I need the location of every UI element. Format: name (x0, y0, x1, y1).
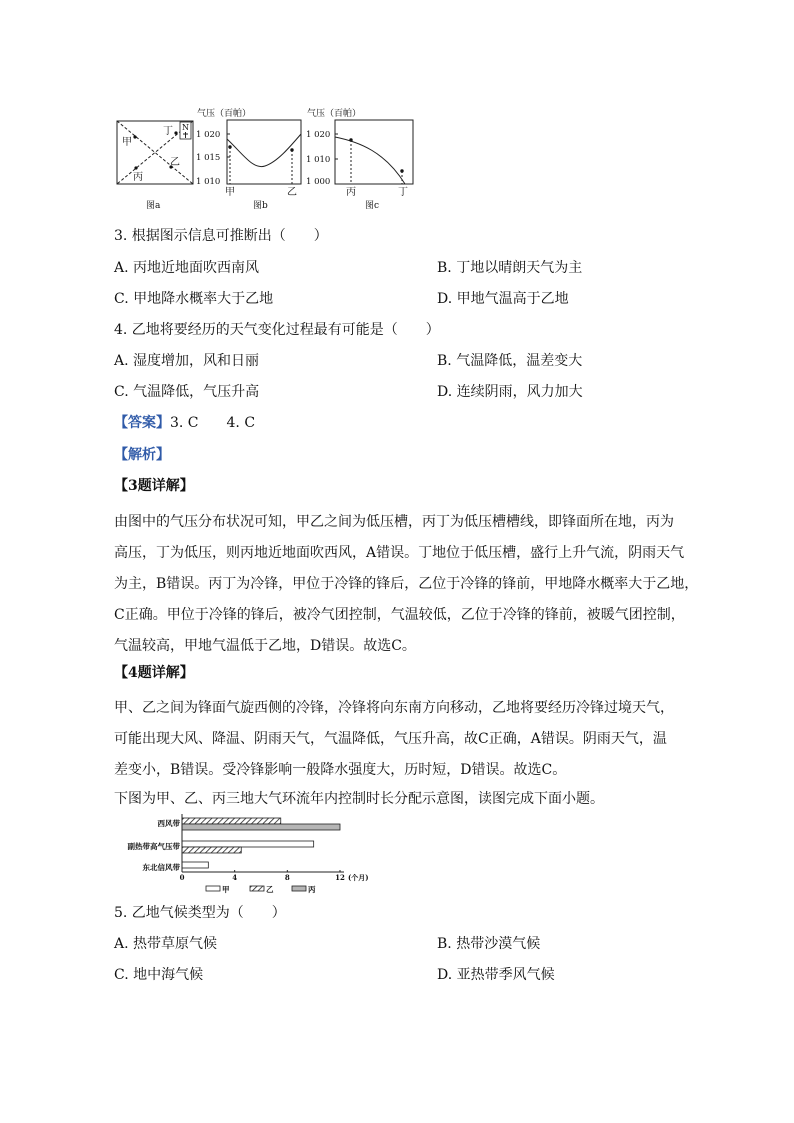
bar-甲 (182, 862, 208, 868)
detail-3-title: 【3题详解】 (114, 478, 194, 494)
figure-c-pressure-curve (335, 137, 405, 184)
figure-a-map (114, 118, 196, 214)
bar-丙 (182, 824, 340, 830)
figure-b-xtick-yi: 乙 (287, 187, 297, 198)
figure-b-label: 图b (253, 201, 268, 211)
question-4-stem: 4. 乙地将要经历的天气变化过程最有可能是（ ） (114, 322, 440, 338)
detail-4-line: 甲、乙之间为锋面气旋西侧的冷锋，冷锋将向东南方向移动，乙地将要经历冷锋过境天气， (114, 700, 674, 716)
figure-c-ytick-1000: 1 000 (306, 177, 331, 187)
figure-b-ytick-1020: 1 020 (196, 130, 221, 140)
legend-swatch-丙 (292, 886, 306, 891)
detail-4-body (114, 693, 700, 786)
figure-c-ytick-1020: 1 020 (306, 130, 331, 140)
question-5-intro: 下图为甲、乙、丙三地大气环流年内控制时长分配示意图，读图完成下面小题。 (114, 791, 604, 807)
question-5-option-a: A. 热带草原气候 (114, 936, 218, 952)
place-dot-bing (134, 166, 137, 169)
legend-label-丙: 丙 (308, 885, 316, 894)
detail-3-line: 气温较高，甲地气温低于乙地，D错误。故选C。 (114, 638, 416, 654)
answer-row (114, 413, 255, 433)
figure-c-ylabel: 气压（百帕） (307, 109, 362, 119)
legend-label-乙: 乙 (266, 885, 274, 894)
place-label-bing: 丙 (133, 172, 143, 183)
answer-value: 3. C 4. C (170, 415, 256, 431)
question-3-option-c: C. 甲地降水概率大于乙地 (114, 291, 274, 307)
bar-乙 (182, 818, 281, 824)
place-label-jia: 甲 (122, 137, 132, 148)
question-3-stem: 3. 根据图示信息可推断出（ ） (114, 228, 328, 244)
figure-c-xtick-bing: 丙 (346, 187, 356, 198)
question-5-option-b: B. 热带沙漠气候 (437, 936, 541, 952)
x-tick-label: 0 (179, 873, 185, 882)
figure-c-label: 图c (365, 201, 380, 211)
north-arrow (180, 122, 191, 139)
legend-swatch-甲 (206, 886, 220, 891)
question-4-option-b: B. 气温降低，温差变大 (437, 353, 583, 369)
figure-b-pressure-curve (227, 134, 301, 167)
place-dot-ding (174, 131, 177, 134)
category-label: 副热带高气压带 (127, 842, 180, 851)
detail-4-line: 差变小，B错误。受冷锋影响一般降水强度大，历时短，D错误。故选C。 (114, 762, 567, 778)
bar-乙 (182, 847, 241, 853)
x-axis-unit: (个月) (348, 873, 369, 882)
question-3-option-a: A. 丙地近地面吹西南风 (114, 260, 260, 276)
question-3-option-d: D. 甲地气温高于乙地 (437, 291, 569, 307)
detail-3-line: 为主，B错误。丙丁为冷锋，甲位于冷锋的锋后，乙位于冷锋的锋前，甲地降水概率大于乙地， (114, 576, 699, 592)
question-3-option-b: B. 丁地以晴朗天气为主 (437, 260, 583, 276)
place-label-ding: 丁 (163, 126, 173, 137)
x-tick-label: 8 (284, 873, 290, 882)
figure-b-xtick-jia: 甲 (225, 187, 235, 198)
figure-b-ylabel: 气压（百帕） (197, 109, 252, 119)
place-label-yi: 乙 (170, 157, 180, 168)
detail-3-line: 由图中的气压分布状况可知，甲乙之间为低压槽，丙丁为低压槽槽线，即锋面所在地，丙为 (114, 514, 674, 530)
detail-3-line: 高压，丁为低压，则丙地近地面吹西风，A错误。丁地位于低压槽，盛行上升气流，阴雨天气 (114, 545, 685, 561)
north-label: N (182, 123, 189, 132)
x-tick-label: 12 (335, 873, 345, 882)
bar-甲 (182, 841, 314, 847)
figure-b-ytick-1010: 1 010 (196, 177, 221, 187)
analysis-label: 【解析】 (114, 447, 170, 463)
question-5-option-c: C. 地中海气候 (114, 967, 204, 983)
x-tick-label: 4 (232, 873, 238, 882)
figure-a-label: 图a (146, 201, 161, 211)
figure-c-ytick-1010: 1 010 (306, 155, 331, 165)
category-label: 东北信风带 (142, 863, 180, 872)
detail-3-body (114, 507, 700, 662)
detail-3-line: C正确。甲位于冷锋的锋后，被冷气团控制，气温较低，乙位于冷锋的锋前，被暖气团控制， (114, 607, 685, 623)
question-4-option-c: C. 气温降低，气压升高 (114, 384, 260, 400)
figure-b-ytick-1015: 1 015 (196, 153, 221, 163)
question-4-option-d: D. 连续阴雨，风力加大 (437, 384, 583, 400)
category-label: 西风带 (157, 819, 180, 828)
figure-c-chart (305, 104, 417, 214)
figure-c-xtick-ding: 丁 (398, 187, 408, 198)
legend-swatch-乙 (250, 886, 264, 891)
figure-b-chart (193, 104, 305, 214)
circulation-duration-chart (110, 812, 410, 896)
answer-label: 【答案】 (114, 415, 170, 431)
question-5-option-d: D. 亚热带季风气候 (437, 967, 555, 983)
question-5-stem: 5. 乙地气候类型为（ ） (114, 905, 286, 921)
place-dot-jia (133, 135, 136, 138)
detail-4-title: 【4题详解】 (114, 665, 194, 681)
legend-label-甲: 甲 (222, 885, 230, 894)
question-4-option-a: A. 湿度增加，风和日丽 (114, 353, 260, 369)
detail-4-line: 可能出现大风、降温、阴雨天气，气温降低，气压升高，故C正确，A错误。阴雨天气，温 (114, 731, 667, 747)
